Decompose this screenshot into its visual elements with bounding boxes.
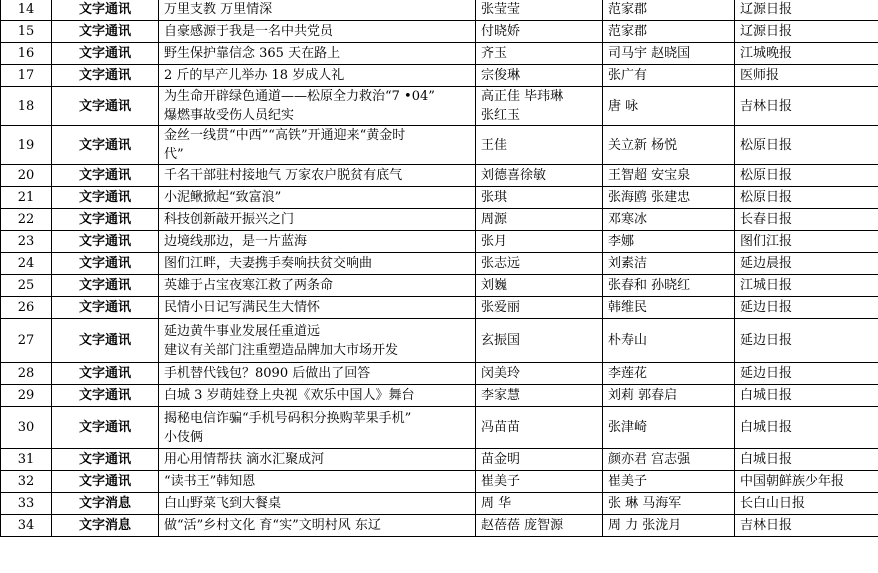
editors-line: 韩维民 — [608, 300, 648, 315]
editors-line: 邓寒冰 — [608, 212, 648, 227]
authors-line: 周 华 — [481, 496, 512, 511]
award-category: 文字通讯 — [52, 21, 159, 43]
title-line: 用心用情帮扶 滴水汇聚成河 — [164, 452, 325, 467]
editors-line: 张广有 — [608, 68, 648, 83]
editors-line: 张海鸥 张建忠 — [608, 190, 691, 205]
row-number: 31 — [1, 449, 52, 471]
article-title — [159, 253, 476, 275]
article-title — [159, 43, 476, 65]
publication: 辽源日报 — [735, 21, 878, 43]
authors — [476, 297, 603, 319]
editors — [603, 319, 735, 363]
editors-line: 周 力 张泷月 — [608, 518, 682, 533]
authors — [476, 187, 603, 209]
row-number: 22 — [1, 209, 52, 231]
title-line: 千名干部驻村接地气 万家农户脱贫有底气 — [164, 168, 403, 183]
award-category: 文字通讯 — [52, 65, 159, 87]
table-row — [1, 209, 878, 231]
authors-line: 刘德喜徐敏 — [481, 168, 547, 183]
award-category: 文字通讯 — [52, 449, 159, 471]
publication: 白城日报 — [735, 385, 878, 407]
publication: 白城日报 — [735, 449, 878, 471]
row-number: 17 — [1, 65, 52, 87]
title-line: 边境线那边，是一片蓝海 — [164, 234, 308, 249]
authors-line: 崔美子 — [481, 474, 521, 489]
award-category: 文字通讯 — [52, 87, 159, 126]
authors-line: 玄振国 — [481, 333, 521, 348]
award-category: 文字通讯 — [52, 471, 159, 493]
editors-line: 崔美子 — [608, 474, 648, 489]
editors-line: 张津崎 — [608, 420, 648, 435]
publication: 延边晨报 — [735, 253, 878, 275]
article-title — [159, 21, 476, 43]
publication: 白城日报 — [735, 407, 878, 449]
article-title — [159, 209, 476, 231]
authors — [476, 43, 603, 65]
row-number: 30 — [1, 407, 52, 449]
row-number: 21 — [1, 187, 52, 209]
publication: 吉林日报 — [735, 515, 878, 537]
authors-line: 冯苗苗 — [481, 420, 521, 435]
article-title — [159, 449, 476, 471]
authors-line: 张志远 — [481, 256, 521, 271]
editors-line: 王智超 安宝泉 — [608, 168, 691, 183]
row-number: 29 — [1, 385, 52, 407]
award-category: 文字通讯 — [52, 385, 159, 407]
article-title — [159, 515, 476, 537]
article-title — [159, 493, 476, 515]
award-category: 文字通讯 — [52, 231, 159, 253]
award-category: 文字通讯 — [52, 187, 159, 209]
editors — [603, 65, 735, 87]
table-row — [1, 319, 878, 363]
table-row — [1, 87, 878, 126]
authors — [476, 493, 603, 515]
authors-line: 周源 — [481, 212, 508, 227]
authors — [476, 385, 603, 407]
editors — [603, 231, 735, 253]
publication: 松原日报 — [735, 187, 878, 209]
editors-line: 范家郡 — [608, 2, 648, 17]
article-title — [159, 407, 476, 449]
authors — [476, 231, 603, 253]
article-title — [159, 231, 476, 253]
title-line: 白山野菜飞到大餐桌 — [164, 496, 282, 511]
award-category: 文字通讯 — [52, 407, 159, 449]
editors-line: 唐 咏 — [608, 98, 639, 114]
title-line: 爆燃事故受伤人员纪实 — [164, 108, 295, 123]
authors — [476, 253, 603, 275]
article-title — [159, 297, 476, 319]
editors — [603, 43, 735, 65]
publication: 江城日报 — [735, 275, 878, 297]
title-line: 金丝一线贯“中西”“高铁”开通迎来“黄金时 — [164, 128, 406, 143]
row-number: 23 — [1, 231, 52, 253]
authors-line: 齐玉 — [481, 46, 508, 61]
editors — [603, 471, 735, 493]
table-row — [1, 231, 878, 253]
table-body — [1, 0, 878, 537]
editors — [603, 275, 735, 297]
authors-line: 付晓娇 — [481, 24, 521, 39]
table-row — [1, 253, 878, 275]
editors-line: 司马宇 赵晓国 — [608, 46, 691, 61]
authors-line: 刘巍 — [481, 278, 508, 293]
editors-line: 颜亦君 宫志强 — [608, 452, 691, 467]
row-number: 34 — [1, 515, 52, 537]
award-category: 文字通讯 — [52, 275, 159, 297]
award-category: 文字通讯 — [52, 209, 159, 231]
award-category: 文字消息 — [52, 515, 159, 537]
authors-line: 张琪 — [481, 190, 508, 205]
title-line: 为生命开辟绿色通道——松原全力救治“7 •04” — [164, 89, 435, 104]
award-category: 文字消息 — [52, 493, 159, 515]
authors-line: 闵美玲 — [481, 366, 521, 381]
award-category: 文字通讯 — [52, 297, 159, 319]
authors-line: 高正佳 毕玮琳 — [481, 89, 564, 104]
authors-line: 王佳 — [481, 137, 508, 153]
title-line: 白城 3 岁萌娃登上央视《欢乐中国人》舞台 — [164, 388, 415, 403]
award-category: 文字通讯 — [52, 126, 159, 165]
authors — [476, 21, 603, 43]
table-row — [1, 187, 878, 209]
table-row — [1, 449, 878, 471]
table-row — [1, 43, 878, 65]
article-title — [159, 471, 476, 493]
table-row — [1, 165, 878, 187]
editors — [603, 126, 735, 165]
award-category: 文字通讯 — [52, 0, 159, 21]
authors-line: 张爱丽 — [481, 300, 521, 315]
publication: 延边日报 — [735, 319, 878, 363]
editors — [603, 253, 735, 275]
authors — [476, 319, 603, 363]
authors-line: 李家慧 — [481, 388, 521, 403]
authors — [476, 363, 603, 385]
row-number: 32 — [1, 471, 52, 493]
title-line: 2 斤的早产儿举办 18 岁成人礼 — [164, 68, 345, 83]
editors — [603, 21, 735, 43]
article-title — [159, 363, 476, 385]
row-number: 20 — [1, 165, 52, 187]
editors — [603, 385, 735, 407]
title-line: 手机替代钱包？8090 后做出了回答 — [164, 366, 371, 381]
authors — [476, 126, 603, 165]
row-number: 24 — [1, 253, 52, 275]
title-line: 做“活”乡村文化 育“实”文明村风 东辽 — [164, 518, 381, 533]
editors — [603, 363, 735, 385]
authors — [476, 165, 603, 187]
editors-line: 刘素洁 — [608, 256, 648, 271]
title-line: 科技创新敲开振兴之门 — [164, 212, 295, 227]
editors-line: 范家郡 — [608, 24, 648, 39]
editors — [603, 165, 735, 187]
editors-line: 张春和 孙晓红 — [608, 278, 691, 293]
authors — [476, 407, 603, 449]
editors — [603, 407, 735, 449]
publication: 长白山日报 — [735, 493, 878, 515]
table-row — [1, 0, 878, 21]
award-category: 文字通讯 — [52, 165, 159, 187]
editors — [603, 297, 735, 319]
award-category: 文字通讯 — [52, 253, 159, 275]
table-row — [1, 275, 878, 297]
publication: 图们江报 — [735, 231, 878, 253]
title-line: 揭秘电信诈骗“手机号码积分换购苹果手机” — [164, 410, 412, 426]
row-number: 25 — [1, 275, 52, 297]
editors-line: 李莲花 — [608, 366, 648, 381]
editors-line: 朴寿山 — [608, 333, 648, 348]
row-number: 28 — [1, 363, 52, 385]
publication: 延边日报 — [735, 297, 878, 319]
row-number: 26 — [1, 297, 52, 319]
editors — [603, 209, 735, 231]
authors-line: 赵蓓蓓 庞智源 — [481, 518, 564, 533]
authors — [476, 65, 603, 87]
authors — [476, 0, 603, 21]
row-number: 16 — [1, 43, 52, 65]
title-line: 延边黄牛事业发展任重道远 — [164, 323, 321, 339]
publication: 江城晚报 — [735, 43, 878, 65]
table-row — [1, 297, 878, 319]
row-number: 14 — [1, 0, 52, 21]
title-line: “读书王”韩知恩 — [164, 474, 256, 489]
editors-line: 关立新 杨悦 — [608, 137, 678, 153]
article-title — [159, 275, 476, 297]
table-row — [1, 126, 878, 165]
title-line: 建议有关部门注重塑造品牌加大市场开发 — [164, 342, 399, 358]
editors — [603, 515, 735, 537]
editors-line: 李娜 — [608, 234, 635, 249]
row-number: 19 — [1, 126, 52, 165]
title-line: 民情小日记写满民生大情怀 — [164, 300, 321, 315]
authors — [476, 275, 603, 297]
editors-line: 张 琳 马海军 — [608, 496, 682, 511]
publication: 吉林日报 — [735, 87, 878, 126]
authors — [476, 515, 603, 537]
article-title — [159, 319, 476, 363]
authors-line: 张红玉 — [481, 108, 521, 123]
article-title — [159, 385, 476, 407]
publication: 松原日报 — [735, 165, 878, 187]
title-line: 小伎俩 — [164, 429, 204, 445]
publication: 延边日报 — [735, 363, 878, 385]
title-line: 万里支教 万里情深 — [164, 2, 273, 17]
table-row — [1, 493, 878, 515]
title-line: 代” — [164, 147, 184, 162]
publication: 辽源日报 — [735, 0, 878, 21]
editors — [603, 0, 735, 21]
article-title — [159, 165, 476, 187]
authors — [476, 471, 603, 493]
article-title — [159, 87, 476, 126]
editors-line: 刘莉 郭春启 — [608, 388, 678, 403]
title-line: 小泥鳅掀起“致富浪” — [164, 190, 282, 205]
title-line: 英雄于占宝夜寒江救了两条命 — [164, 278, 334, 293]
editors — [603, 493, 735, 515]
table-row — [1, 363, 878, 385]
authors — [476, 87, 603, 126]
title-line: 自豪感源于我是一名中共党员 — [164, 24, 334, 39]
authors — [476, 209, 603, 231]
article-title — [159, 126, 476, 165]
authors-line: 苗金明 — [481, 452, 521, 467]
award-category: 文字通讯 — [52, 319, 159, 363]
title-line: 野生保护靠信念 365 天在路上 — [164, 46, 341, 61]
article-title — [159, 0, 476, 21]
row-number: 18 — [1, 87, 52, 126]
row-number: 27 — [1, 319, 52, 363]
table-row — [1, 515, 878, 537]
authors — [476, 449, 603, 471]
publication: 中国朝鲜族少年报 — [735, 471, 878, 493]
table-row — [1, 21, 878, 43]
authors-line: 宗俊琳 — [481, 68, 521, 83]
table-row — [1, 65, 878, 87]
table-row — [1, 471, 878, 493]
table-row — [1, 407, 878, 449]
row-number: 15 — [1, 21, 52, 43]
authors-line: 张莹莹 — [481, 2, 521, 17]
article-title — [159, 65, 476, 87]
editors — [603, 449, 735, 471]
publication: 医师报 — [735, 65, 878, 87]
editors — [603, 87, 735, 126]
row-number: 33 — [1, 493, 52, 515]
title-line: 图们江畔，夫妻携手奏响扶贫交响曲 — [164, 256, 373, 271]
publication: 长春日报 — [735, 209, 878, 231]
editors — [603, 187, 735, 209]
article-title — [159, 187, 476, 209]
authors-line: 张月 — [481, 234, 508, 249]
award-category: 文字通讯 — [52, 363, 159, 385]
table-row — [1, 385, 878, 407]
publication: 松原日报 — [735, 126, 878, 165]
award-category: 文字通讯 — [52, 43, 159, 65]
